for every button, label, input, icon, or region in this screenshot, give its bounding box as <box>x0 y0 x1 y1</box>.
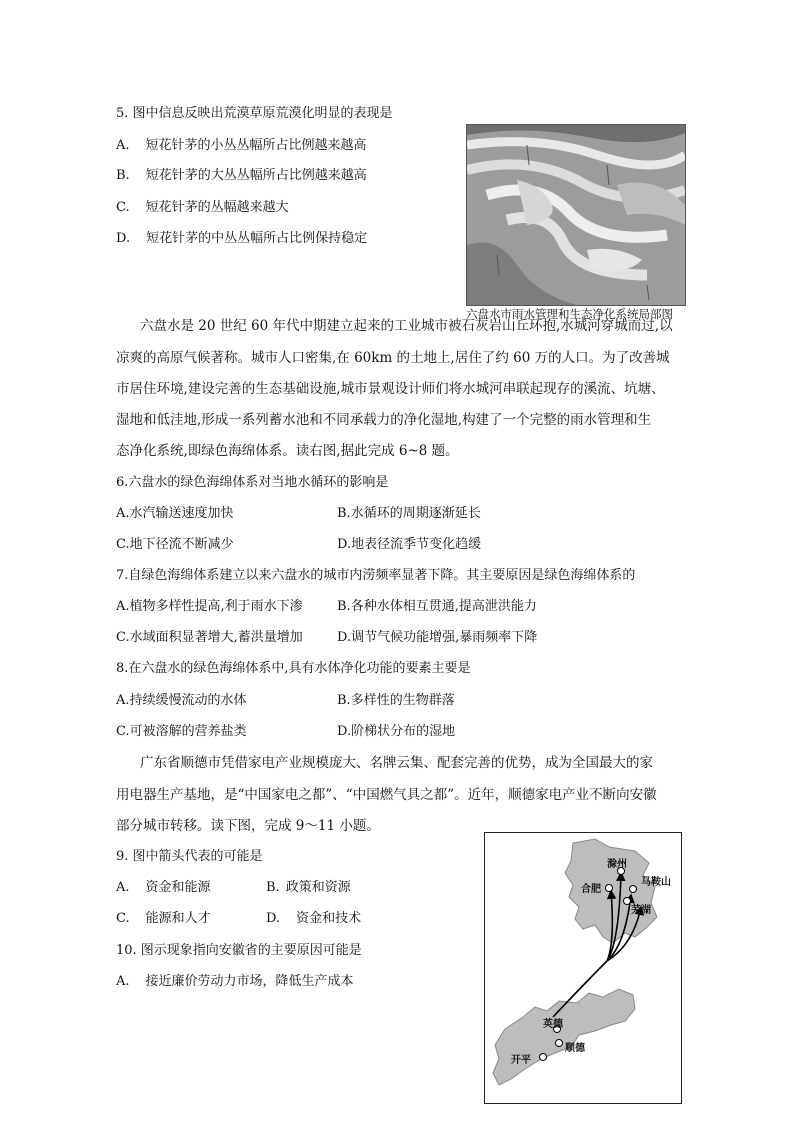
option-letter: A. <box>116 599 130 614</box>
guangdong-province-shape <box>493 989 635 1085</box>
option-text: 政策和资源 <box>285 880 351 895</box>
q9-option-d <box>266 911 361 927</box>
option-text: 水循环的周期逐渐延长 <box>350 506 481 521</box>
passage1-line-5: 态净化系统,即绿色海绵体系。读右图,据此完成 6~8 题。 <box>116 443 459 459</box>
map-label-hefei: 合肥 <box>581 884 601 895</box>
option-letter: D. <box>337 724 352 739</box>
option-text: 资金和技术 <box>296 911 362 926</box>
option-text: 短花针茅的中丛丛幅所占比例保持稳定 <box>146 231 368 246</box>
option-text: 地表径流季节变化趋缓 <box>351 537 482 552</box>
q7-option-a <box>116 599 303 615</box>
option-text: 阶梯状分布的湿地 <box>351 724 456 739</box>
option-text: 短花针茅的大丛丛幅所占比例越来越高 <box>145 168 367 183</box>
passage1-line-2: 凉爽的高原气候著称。城市人口密集,在 60km 的土地上,居住了约 60 万的人口。为了改善城 <box>116 350 670 366</box>
q8-stem: 8.在六盘水的绿色海绵体系中,具有水体净化功能的要素主要是 <box>116 661 471 676</box>
option-letter: C. <box>116 537 130 552</box>
option-text: 多样性的生物群落 <box>350 693 455 708</box>
option-text: 接近廉价劳动力市场，降低生产成本 <box>145 974 354 989</box>
map-label-kaiping: 开平 <box>511 1055 531 1066</box>
q8-option-d <box>337 724 455 740</box>
map-label-wuhu: 芜湖 <box>631 905 651 916</box>
passage2-line-1: 广东省顺德市凭借家电产业规模庞大、名牌云集、配套完善的优势，成为全国最大的家 <box>140 755 653 771</box>
option-letter: C. <box>116 200 130 215</box>
option-letter: C. <box>116 911 130 926</box>
option-text: 水域面积显著增大,蓄洪量增加 <box>129 630 303 645</box>
option-letter: A. <box>116 880 130 895</box>
q10-option-a <box>116 974 354 990</box>
passage1-line-4: 湿地和低洼地,形成一系列蓄水池和不同承载力的净化湿地,构建了一个完整的雨水管理和生 <box>116 412 652 428</box>
map-label-chuzhou: 滁州 <box>607 859 627 870</box>
option-letter: D. <box>116 231 131 246</box>
q6-option-d <box>337 537 481 553</box>
option-text: 可被溶解的营养盐类 <box>129 724 247 739</box>
option-letter: B. <box>337 693 351 708</box>
option-letter: A. <box>116 506 130 521</box>
option-text: 调节气候功能增强,暴雨频率下降 <box>351 630 538 645</box>
q7-stem: 7.自绿色海绵体系建立以来六盘水的城市内涝频率显著下降。其主要原因是绿色海绵体系的 <box>116 568 636 583</box>
option-letter: C. <box>116 630 130 645</box>
option-letter: A. <box>116 974 130 989</box>
option-text: 植物多样性提高,利于雨水下渗 <box>129 599 303 614</box>
q7-option-b <box>337 599 537 615</box>
option-letter: A. <box>116 138 130 153</box>
q8-option-b <box>337 693 455 709</box>
terraced-wetland-image <box>467 125 685 305</box>
map-label-maanshan: 马鞍山 <box>641 877 671 888</box>
q8-option-c <box>116 724 247 740</box>
option-letter: D. <box>337 630 352 645</box>
option-text: 短花针茅的丛幅越来越大 <box>145 200 289 215</box>
option-letter: B. <box>337 599 351 614</box>
map-label-yingde: 英德 <box>543 1019 563 1030</box>
option-text: 持续缓慢流动的水体 <box>129 693 247 708</box>
q5-option-d <box>116 231 367 247</box>
q6-option-b <box>337 506 481 522</box>
q7-option-c <box>116 630 303 646</box>
passage2-line-3: 部分城市转移。读下图，完成 9～11 小题。 <box>116 818 380 834</box>
q5-option-b <box>116 168 367 184</box>
option-text: 水汽输送速度加快 <box>129 506 234 521</box>
q10-stem: 10. 图示现象指向安徽省的主要原因可能是 <box>116 943 362 958</box>
photo-caption: 六盘水市雨水管理和生态净化系统局部图 <box>466 306 686 322</box>
option-text: 地下径流不断减少 <box>129 537 234 552</box>
option-letter: A. <box>116 693 130 708</box>
q6-stem: 6.六盘水的绿色海绵体系对当地水循环的影响是 <box>116 475 389 490</box>
q9-stem: 9. 图中箭头代表的可能是 <box>116 849 263 864</box>
option-letter: B. <box>337 506 351 521</box>
option-letter: B. <box>266 880 280 895</box>
q5-option-c <box>116 200 289 216</box>
option-text: 各种水体相互贯通,提高泄洪能力 <box>350 599 537 614</box>
option-text: 能源和人才 <box>145 911 211 926</box>
q6-option-c <box>116 537 234 553</box>
q7-option-d <box>337 630 537 646</box>
q9-option-c <box>116 911 211 927</box>
q6-option-a <box>116 506 234 522</box>
passage1-line-1: 六盘水是 20 世纪 60 年代中期建立起来的工业城市被石灰岩山丘环抱,水城河穿城而过,以 <box>140 318 673 334</box>
option-letter: D. <box>337 537 352 552</box>
q8-option-a <box>116 693 247 709</box>
passage2-line-2: 用电器生产基地，是“中国家电之都”、“中国燃气具之都”。近年，顺德家电产业不断向安徽 <box>116 787 657 803</box>
option-text: 资金和能源 <box>145 880 211 895</box>
option-text: 短花针茅的小丛丛幅所占比例越来越高 <box>145 138 367 153</box>
q9-option-b <box>266 880 351 896</box>
q9-option-a <box>116 880 211 896</box>
wetland-photo <box>466 124 686 306</box>
q5-stem: 5. 图中信息反映出荒漠草原荒漠化明显的表现是 <box>116 106 393 121</box>
option-letter: C. <box>116 724 130 739</box>
option-letter: D. <box>266 911 281 926</box>
industry-transfer-map <box>484 832 682 1104</box>
map-label-shunde: 顺德 <box>565 1043 585 1054</box>
passage1-line-3: 市居住环境,建设完善的生态基础设施,城市景观设计师们将水城河串联起现存的溪流、坑塘、 <box>116 381 665 397</box>
option-letter: B. <box>116 168 130 183</box>
q5-option-a <box>116 138 367 154</box>
